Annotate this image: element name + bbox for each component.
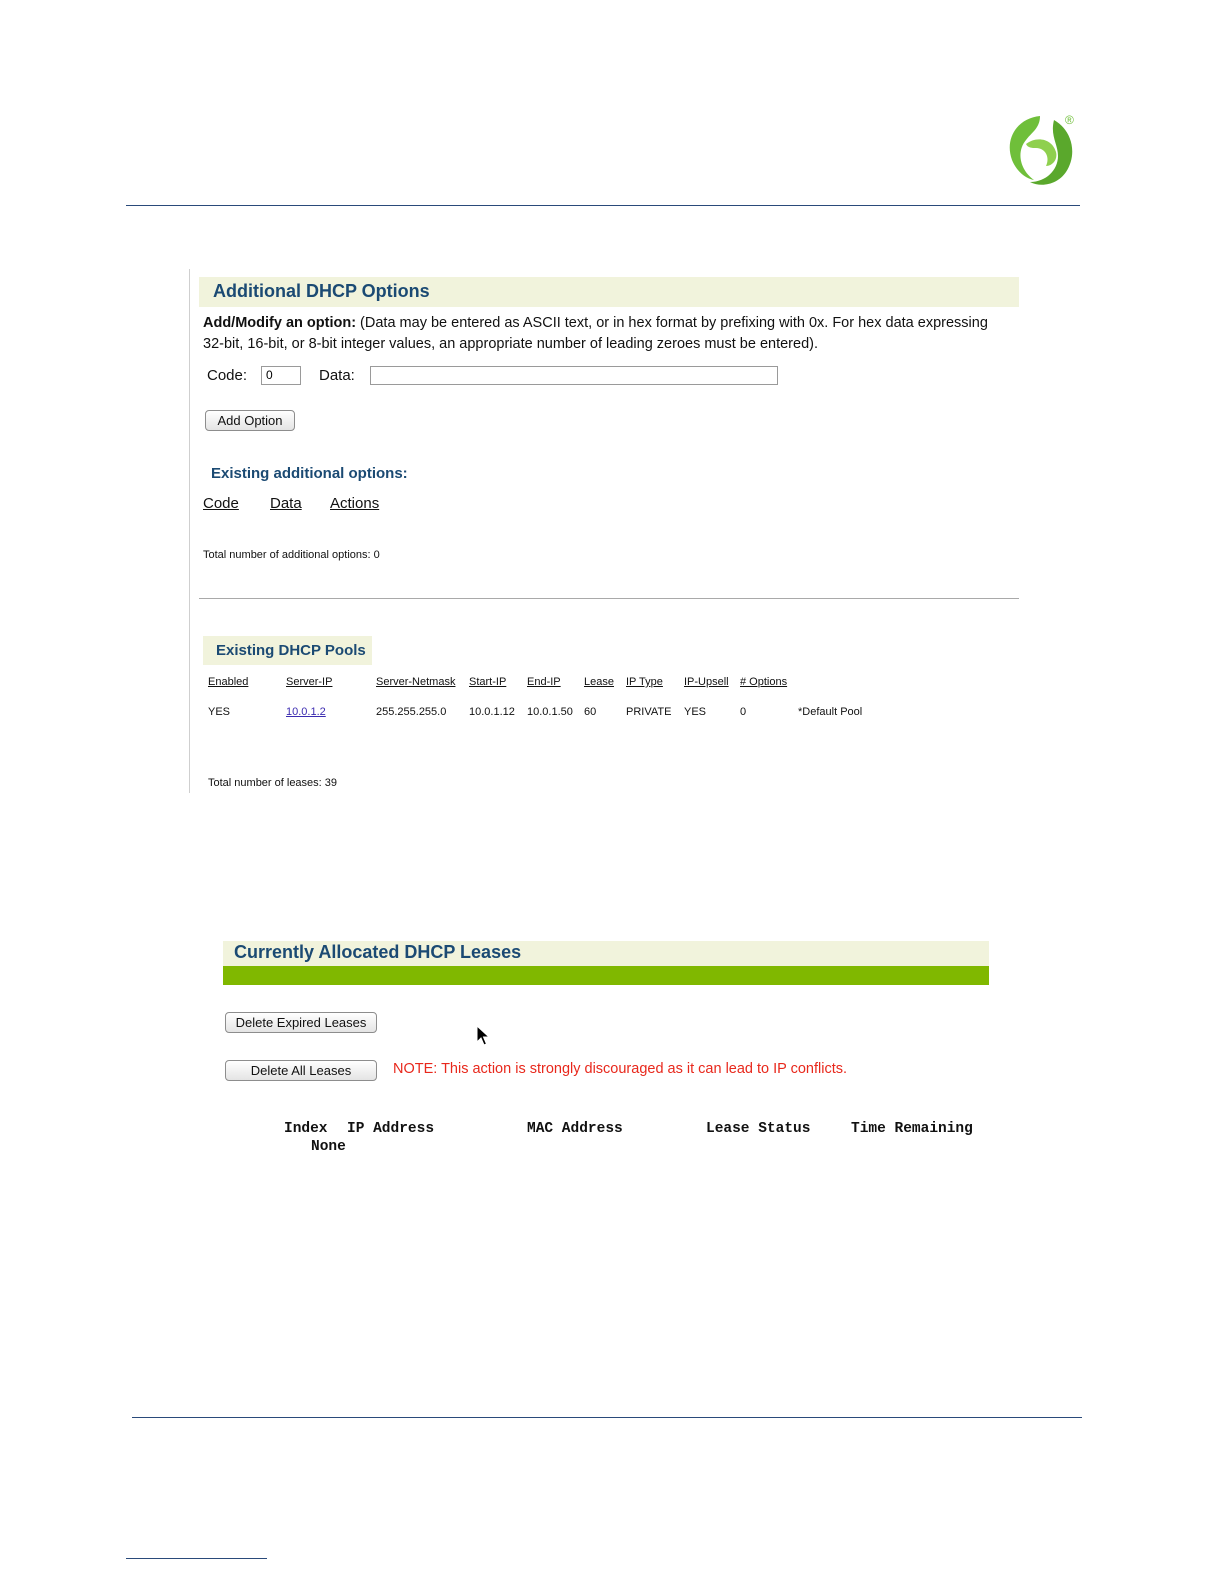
pool-ip-type: PRIVATE <box>626 706 672 718</box>
desc-bold-label: Add/Modify an option: <box>203 315 357 331</box>
desc-line-2: 32-bit, 16-bit, or 8-bit integer values, an appropriate number of leading zeroes must be entered). <box>203 336 818 352</box>
leases-section-header <box>223 941 989 966</box>
col-actions[interactable]: Actions <box>330 495 380 512</box>
swirl-logo-icon <box>996 108 1088 190</box>
options-section-header <box>199 277 1019 307</box>
pool-col-lease[interactable]: Lease <box>584 676 614 688</box>
col-data[interactable]: Data <box>270 495 302 512</box>
pool-col-ip-upsell[interactable]: IP-Upsell <box>684 676 729 688</box>
leases-total: Total number of leases: 39 <box>208 777 338 789</box>
pool-col-options[interactable]: # Options <box>740 676 788 688</box>
header-rule <box>126 205 1080 206</box>
pools-title: Existing DHCP Pools <box>216 642 366 659</box>
options-title: Additional DHCP Options <box>213 281 430 301</box>
options-total: Total number of additional options: 0 <box>203 549 380 561</box>
lease-col-ip: IP Address <box>347 1121 435 1137</box>
pool-col-enabled[interactable]: Enabled <box>208 676 249 688</box>
pool-upsell: YES <box>684 706 707 718</box>
pool-netmask: 255.255.255.0 <box>376 706 447 718</box>
data-label: Data: <box>319 367 355 384</box>
delete-expired-leases-button[interactable]: Delete Expired Leases <box>225 1012 377 1033</box>
lease-col-index: Index <box>284 1121 328 1137</box>
lease-col-mac: MAC Address <box>527 1121 623 1137</box>
pool-server-ip-link[interactable]: 10.0.1.2 <box>286 706 326 718</box>
desc-line-1: (Data may be entered as ASCII text, or in hex format by prefixing with 0x. For hex data expressing <box>356 315 988 331</box>
data-input[interactable] <box>370 366 778 385</box>
registered-mark: ® <box>1065 113 1074 127</box>
existing-options-title: Existing additional options: <box>211 465 408 482</box>
footnote-rule <box>126 1558 267 1559</box>
leases-title: Currently Allocated DHCP Leases <box>234 942 522 962</box>
leases-green-bar <box>223 966 989 985</box>
delete-all-warning: NOTE: This action is strongly discouraged as it can lead to IP conflicts. <box>393 1061 848 1077</box>
pool-col-start-ip[interactable]: Start-IP <box>469 676 507 688</box>
pool-options-count: 0 <box>740 706 747 718</box>
pool-col-netmask[interactable]: Server-Netmask <box>376 676 456 688</box>
pool-start-ip: 10.0.1.12 <box>469 706 515 718</box>
mouse-cursor-icon <box>476 1025 490 1047</box>
col-code[interactable]: Code <box>203 495 239 512</box>
code-input[interactable]: 0 <box>261 366 301 385</box>
pool-col-ip-type[interactable]: IP Type <box>626 676 663 688</box>
lease-col-time: Time Remaining <box>851 1121 973 1137</box>
screenshot-border <box>189 269 190 793</box>
leases-empty: None <box>311 1139 346 1155</box>
pool-col-server-ip[interactable]: Server-IP <box>286 676 333 688</box>
section-divider <box>199 598 1019 599</box>
pool-col-end-ip[interactable]: End-IP <box>527 676 561 688</box>
options-description <box>203 313 1023 355</box>
footer-rule <box>132 1417 1082 1418</box>
pool-default-note: *Default Pool <box>798 706 863 718</box>
pools-section-header <box>203 636 372 665</box>
pool-end-ip: 10.0.1.50 <box>527 706 573 718</box>
pool-lease: 60 <box>584 706 597 718</box>
lease-col-status: Lease Status <box>706 1121 811 1137</box>
pool-enabled: YES <box>208 706 231 718</box>
delete-all-leases-button[interactable]: Delete All Leases <box>225 1060 377 1081</box>
code-label: Code: <box>207 367 248 384</box>
add-option-button[interactable]: Add Option <box>205 410 295 431</box>
